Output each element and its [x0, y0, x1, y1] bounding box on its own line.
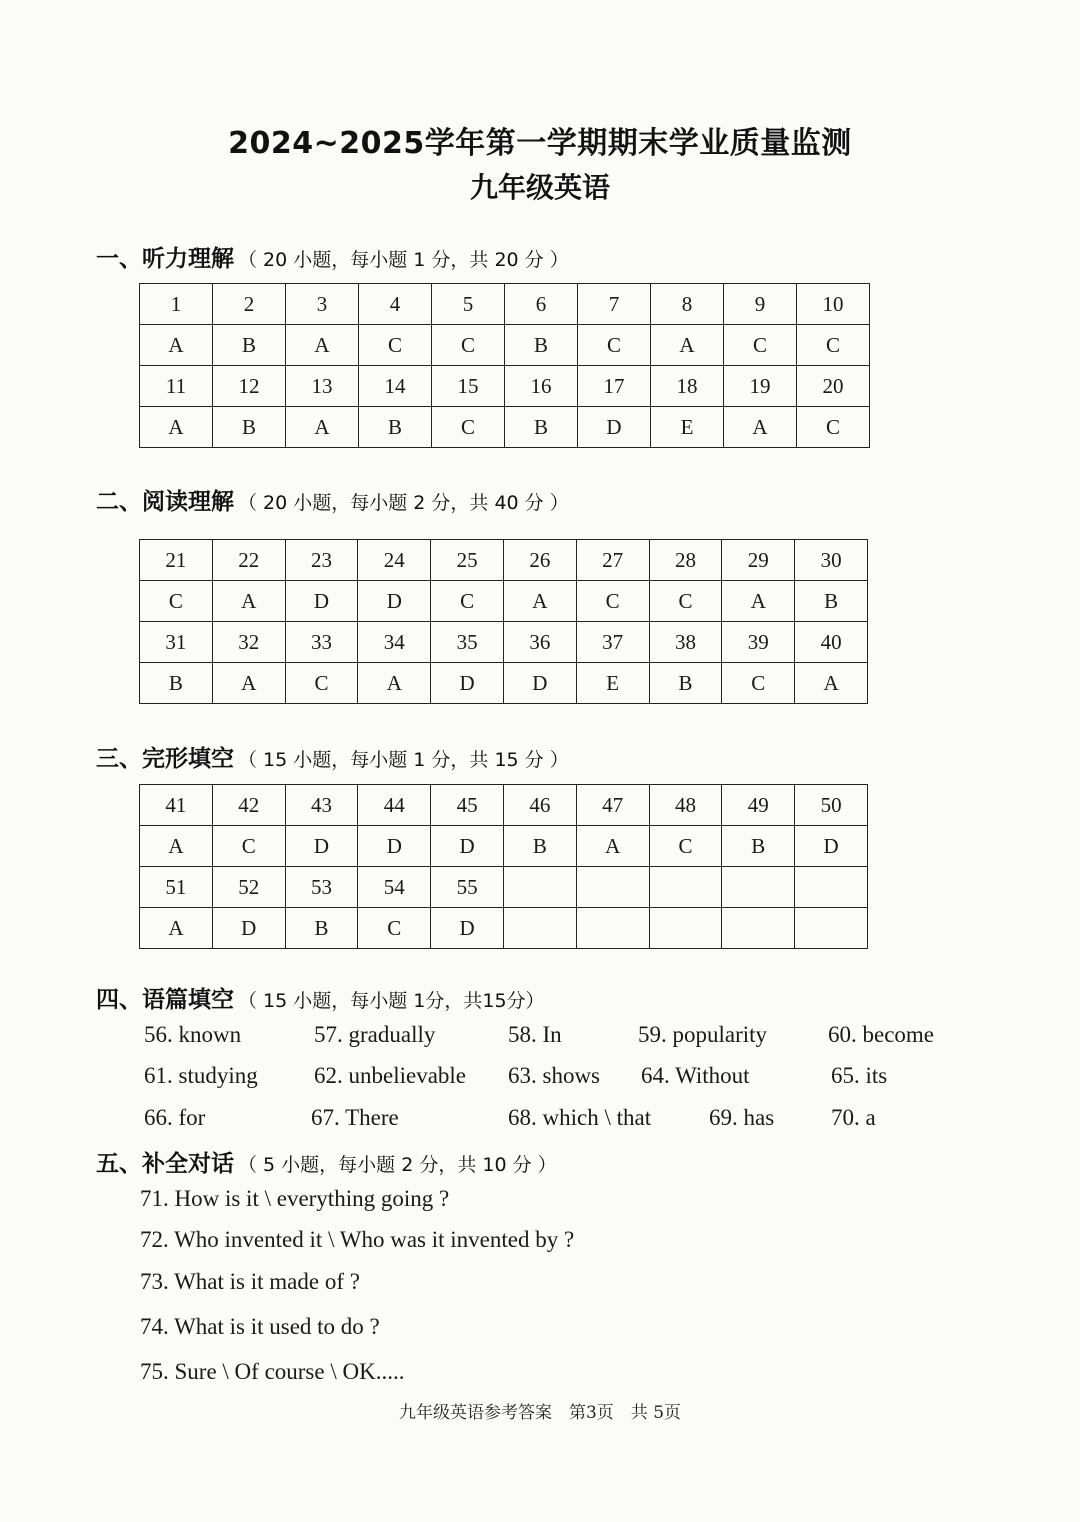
answer-cell: A: [140, 826, 213, 867]
question-number-cell: 31: [140, 622, 213, 663]
answer-cell: C: [431, 581, 504, 622]
question-number-cell: 35: [431, 622, 504, 663]
fill-answer: 61. studying: [144, 1063, 258, 1088]
question-number-cell: 12: [213, 366, 286, 407]
answer-cell: A: [212, 581, 285, 622]
answer-cell: B: [795, 581, 868, 622]
section-name: 五、补全对话: [96, 1151, 234, 1177]
question-number-cell: 40: [795, 622, 868, 663]
fill-answer: 62. unbelievable: [314, 1063, 467, 1088]
question-number-cell: 10: [797, 284, 870, 325]
answer-cell: A: [140, 407, 213, 448]
fill-answer: 60. become: [828, 1022, 935, 1047]
answer-cell: E: [576, 663, 649, 704]
answer-cell: D: [431, 908, 504, 949]
answer-cell: C: [358, 908, 431, 949]
question-number-cell: 41: [140, 785, 213, 826]
question-number-cell: 8: [651, 284, 724, 325]
question-number-cell: 36: [503, 622, 576, 663]
reading-answer-table: [139, 539, 868, 704]
question-number-cell: 32: [212, 622, 285, 663]
answer-cell: A: [140, 908, 213, 949]
question-number-cell: 45: [431, 785, 504, 826]
fill-answer: 56. known: [144, 1022, 242, 1047]
answer-cell: C: [649, 581, 722, 622]
question-number-cell: 37: [576, 622, 649, 663]
answer-cell: A: [651, 325, 724, 366]
dialogue-answer: 74. What is it used to do ?: [140, 1314, 380, 1339]
answer-cell: B: [505, 407, 578, 448]
section-dialogue-heading: [96, 1145, 557, 1178]
answer-cell: C: [649, 826, 722, 867]
question-number-cell: 4: [359, 284, 432, 325]
answer-cell: C: [578, 325, 651, 366]
answer-row: [140, 908, 868, 949]
answer-cell: D: [578, 407, 651, 448]
question-number-cell: 6: [505, 284, 578, 325]
answer-cell: [576, 908, 649, 949]
question-number-cell: 1: [140, 284, 213, 325]
question-number-cell: 55: [431, 867, 504, 908]
question-number-cell: 33: [285, 622, 358, 663]
fill-answer: 64. Without: [641, 1063, 750, 1088]
answer-cell: A: [286, 407, 359, 448]
question-number-cell: 54: [358, 867, 431, 908]
question-number-cell: 25: [431, 540, 504, 581]
question-number-cell: [503, 867, 576, 908]
section-name: 一、听力理解: [96, 246, 234, 272]
fill-answer: 70. a: [831, 1105, 876, 1130]
answer-cell: C: [140, 581, 213, 622]
question-number-row: [140, 366, 870, 407]
answer-cell: B: [213, 325, 286, 366]
question-number-cell: [576, 867, 649, 908]
section-scoring-note: （ 15 小题，每小题 1分，共15分）: [238, 990, 545, 1012]
fill-answer: 65. its: [831, 1063, 888, 1088]
answer-cell: C: [212, 826, 285, 867]
question-number-cell: [795, 867, 868, 908]
question-number-cell: 51: [140, 867, 213, 908]
question-number-cell: 42: [212, 785, 285, 826]
answer-cell: D: [358, 826, 431, 867]
answer-cell: A: [795, 663, 868, 704]
question-number-cell: 21: [140, 540, 213, 581]
fill-answer: 58. In: [508, 1022, 562, 1047]
section-name: 三、完形填空: [96, 746, 234, 772]
question-number-cell: 23: [285, 540, 358, 581]
fill-answer: 69. has: [709, 1105, 775, 1130]
answer-row: [140, 663, 868, 704]
section-listening-heading: [96, 240, 569, 273]
question-number-cell: [649, 867, 722, 908]
answer-cell: D: [795, 826, 868, 867]
listening-answer-table: [139, 283, 870, 448]
fill-answer: 68. which \ that: [508, 1105, 652, 1130]
answer-cell: C: [359, 325, 432, 366]
answer-cell: C: [722, 663, 795, 704]
question-number-cell: 38: [649, 622, 722, 663]
answer-cell: D: [285, 826, 358, 867]
answer-cell: B: [140, 663, 213, 704]
question-number-cell: 17: [578, 366, 651, 407]
answer-cell: A: [576, 826, 649, 867]
fill-answer: 63. shows: [508, 1063, 601, 1088]
question-number-cell: 50: [795, 785, 868, 826]
section-scoring-note: （ 20 小题，每小题 1 分，共 20 分 ）: [238, 249, 569, 271]
exam-subtitle: 九年级英语: [469, 171, 610, 204]
dialogue-answer: 72. Who invented it \ Who was it invented by ?: [140, 1227, 575, 1252]
answer-cell: B: [722, 826, 795, 867]
question-number-cell: 16: [505, 366, 578, 407]
dialogue-answer: 75. Sure \ Of course \ OK.....: [140, 1359, 405, 1384]
dialogue-answer: 71. How is it \ everything going ?: [140, 1186, 450, 1211]
question-number-cell: [722, 867, 795, 908]
question-number-cell: 43: [285, 785, 358, 826]
answer-cell: B: [213, 407, 286, 448]
answer-cell: D: [285, 581, 358, 622]
question-number-cell: 20: [797, 366, 870, 407]
answer-cell: A: [724, 407, 797, 448]
answer-row: [140, 826, 868, 867]
cloze-answer-table: [139, 784, 868, 949]
dialogue-answer: 73. What is it made of ?: [140, 1269, 360, 1294]
question-number-cell: 3: [286, 284, 359, 325]
answer-row: [140, 325, 870, 366]
answer-cell: B: [649, 663, 722, 704]
question-number-cell: 39: [722, 622, 795, 663]
answer-cell: B: [503, 826, 576, 867]
answer-cell: A: [722, 581, 795, 622]
question-number-cell: 52: [212, 867, 285, 908]
question-number-cell: 44: [358, 785, 431, 826]
question-number-cell: 7: [578, 284, 651, 325]
answer-cell: C: [797, 407, 870, 448]
question-number-cell: 13: [286, 366, 359, 407]
question-number-cell: 5: [432, 284, 505, 325]
question-number-cell: 26: [503, 540, 576, 581]
question-number-cell: 49: [722, 785, 795, 826]
question-number-cell: 18: [651, 366, 724, 407]
answer-cell: [649, 908, 722, 949]
section-name: 四、语篇填空: [96, 987, 234, 1013]
answer-cell: D: [212, 908, 285, 949]
question-number-row: [140, 284, 870, 325]
answer-cell: C: [576, 581, 649, 622]
section-scoring-note: （ 15 小题，每小题 1 分，共 15 分 ）: [238, 749, 569, 771]
question-number-row: [140, 540, 868, 581]
question-number-cell: 30: [795, 540, 868, 581]
fill-answer: 66. for: [144, 1105, 206, 1130]
fill-answer: 57. gradually: [314, 1022, 436, 1047]
question-number-cell: 19: [724, 366, 797, 407]
section-cloze-heading: [96, 740, 569, 773]
answer-cell: B: [359, 407, 432, 448]
answer-cell: A: [212, 663, 285, 704]
answer-cell: C: [432, 407, 505, 448]
answer-cell: C: [432, 325, 505, 366]
section-reading-heading: [96, 483, 569, 516]
question-number-cell: 24: [358, 540, 431, 581]
answer-cell: [722, 908, 795, 949]
answer-row: [140, 407, 870, 448]
question-number-row: [140, 622, 868, 663]
question-number-row: [140, 785, 868, 826]
answer-cell: C: [724, 325, 797, 366]
question-number-cell: 48: [649, 785, 722, 826]
answer-cell: B: [505, 325, 578, 366]
section-scoring-note: （ 5 小题，每小题 2 分，共 10 分 ）: [238, 1154, 557, 1176]
answer-cell: [795, 908, 868, 949]
answer-cell: A: [140, 325, 213, 366]
question-number-row: [140, 867, 868, 908]
question-number-cell: 22: [212, 540, 285, 581]
question-number-cell: 47: [576, 785, 649, 826]
question-number-cell: 34: [358, 622, 431, 663]
question-number-cell: 15: [432, 366, 505, 407]
answer-cell: D: [503, 663, 576, 704]
answer-cell: B: [285, 908, 358, 949]
question-number-cell: 2: [213, 284, 286, 325]
fill-answer: 59. popularity: [638, 1022, 768, 1047]
exam-title: 2024~2025学年第一学期期末学业质量监测: [228, 126, 852, 161]
answer-cell: D: [431, 663, 504, 704]
question-number-cell: 11: [140, 366, 213, 407]
page-footer: 九年级英语参考答案 第3页 共 5页: [398, 1403, 682, 1423]
section-name: 二、阅读理解: [96, 489, 234, 515]
answer-cell: A: [503, 581, 576, 622]
question-number-cell: 28: [649, 540, 722, 581]
answer-cell: C: [797, 325, 870, 366]
answer-cell: D: [358, 581, 431, 622]
question-number-cell: 53: [285, 867, 358, 908]
question-number-cell: 46: [503, 785, 576, 826]
section-passage-fill-heading: [96, 981, 545, 1014]
question-number-cell: 14: [359, 366, 432, 407]
answer-cell: E: [651, 407, 724, 448]
answer-cell: [503, 908, 576, 949]
fill-answer: 67. There: [311, 1105, 399, 1130]
answer-cell: A: [286, 325, 359, 366]
answer-cell: A: [358, 663, 431, 704]
question-number-cell: 29: [722, 540, 795, 581]
question-number-cell: 27: [576, 540, 649, 581]
answer-cell: C: [285, 663, 358, 704]
section-scoring-note: （ 20 小题，每小题 2 分，共 40 分 ）: [238, 492, 569, 514]
answer-cell: D: [431, 826, 504, 867]
answer-row: [140, 581, 868, 622]
question-number-cell: 9: [724, 284, 797, 325]
